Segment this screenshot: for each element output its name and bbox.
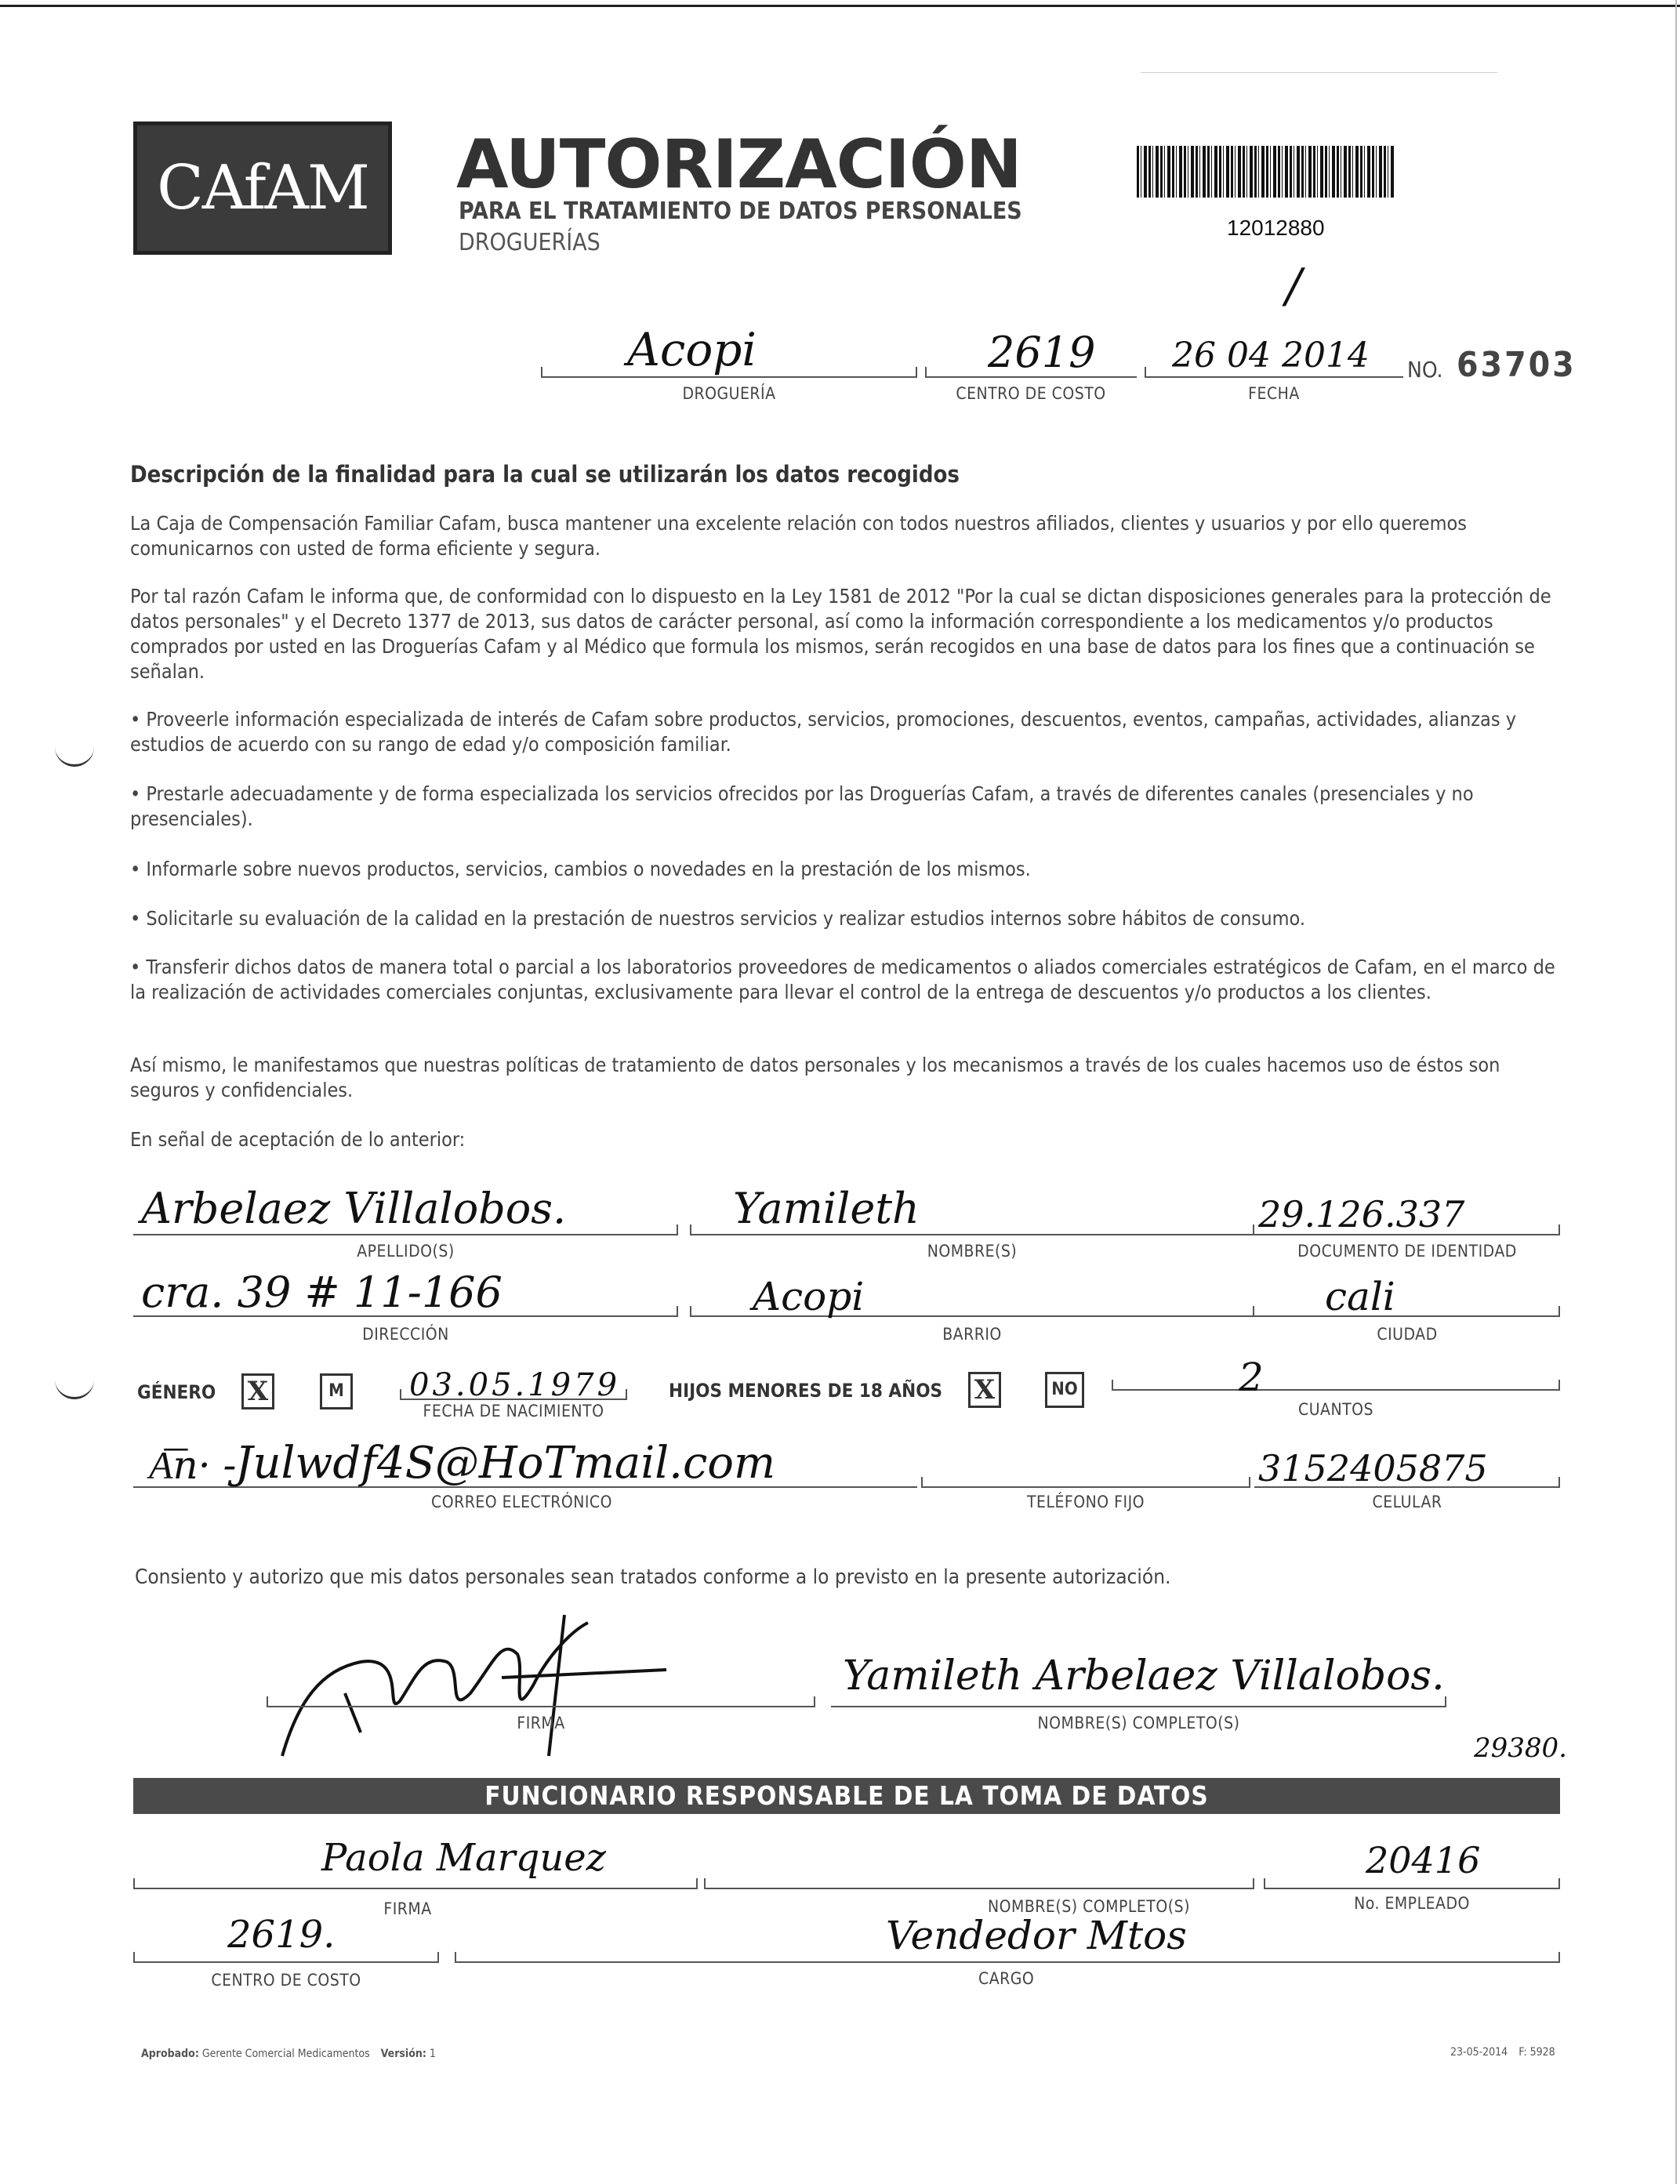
bullet-1: • Proveerle información especializada de interés de Cafam sobre productos, servicios, promociones, descuentos, eventos, campañas, actividades, alianzas y estudios de acuerdo con su rango de edad y/o composición familiar. — [130, 708, 1516, 756]
barcode — [1137, 146, 1395, 198]
client-firma-label: FIRMA — [517, 1714, 565, 1732]
form-subtitle: PARA EL TRATAMIENTO DE DATOS PERSONALES — [459, 198, 1022, 225]
client-nombre-value: Yamileth Arbelaez Villalobos. — [843, 1653, 1445, 1700]
drogueria-value: Acopi — [627, 323, 757, 376]
cuantos-label: CUANTOS — [1298, 1400, 1373, 1419]
footer-codes: 23-05-2014 F: 5928 — [1450, 2046, 1555, 2059]
consent-text: Consiento y autorizo que mis datos personales sean tratados conforme a lo previsto en la presente autorización. — [135, 1565, 1171, 1589]
form-number: 63703 — [1457, 345, 1577, 385]
direccion-value: cra. 39 # 11-166 — [141, 1268, 503, 1317]
scan-edge-top — [0, 5, 1680, 7]
handwritten-mark: / — [1286, 259, 1302, 314]
bullet-5: • Transferir dichos datos de manera total o parcial a los laboratorios proveedores de medicamentos o aliados comerciales estratégicos de Cafam, en el marco de la realización de actividades comerciales conjuntas, exclusivamente para llevar el control de la entrega de descuentos y/o productos a los clientes. — [130, 956, 1555, 1003]
cargo-label: CARGO — [978, 1969, 1035, 1988]
correo-label: CORREO ELECTRÓNICO — [431, 1493, 612, 1511]
form-subtitle-2: DROGUERÍAS — [459, 229, 601, 256]
funcionario-firma-label: FIRMA — [383, 1899, 432, 1918]
genero-m-checkbox[interactable]: M — [320, 1373, 353, 1409]
form-number-label: NO. — [1407, 357, 1443, 383]
empleado-value: 20416 — [1366, 1839, 1481, 1881]
centro-costo-label: CENTRO DE COSTO — [956, 384, 1106, 403]
barcode-number: 12012880 — [1227, 216, 1325, 240]
fecha-value: 26 04 2014 — [1172, 336, 1370, 375]
drogueria-label: DROGUERÍA — [682, 384, 776, 403]
funcionario-firma-value: Paola Marquez — [321, 1836, 606, 1880]
paragraph-acceptance: En señal de aceptación de lo anterior: — [130, 1128, 466, 1151]
fecha-label: FECHA — [1248, 384, 1300, 403]
correo-prefix-scratch: A͞n· - — [149, 1442, 237, 1488]
nombres-value: Yamileth — [733, 1184, 920, 1233]
bullet-4: • Solicitarle su evaluación de la calidad en la prestación de nuestros servicios y realizar estudios internos sobre hábitos de consumo. — [130, 907, 1305, 930]
empleado-label: No. EMPLEADO — [1354, 1894, 1470, 1913]
client-nombre-label: NOMBRE(S) COMPLETO(S) — [1037, 1714, 1240, 1732]
fecha-nacimiento-value: 03.05.1979 — [409, 1367, 621, 1403]
punch-mark — [55, 1373, 94, 1399]
client-signature — [267, 1607, 674, 1772]
apellidos-label: APELLIDO(S) — [357, 1242, 455, 1261]
fecha-nacimiento-label: FECHA DE NACIMIENTO — [423, 1402, 604, 1420]
cargo-value: Vendedor Mtos — [886, 1913, 1187, 1958]
documento-value: 29.126.337 — [1258, 1193, 1465, 1235]
side-note: 29380. — [1474, 1732, 1567, 1764]
telefono-label: TELÉFONO FIJO — [1026, 1493, 1145, 1511]
footer-approval: Aprobado: Gerente Comercial Medicamentos Versión: 1 — [141, 2048, 436, 2060]
genero-f-checkbox[interactable]: X — [241, 1373, 274, 1409]
funcionario-nombre-label: NOMBRE(S) COMPLETO(S) — [988, 1897, 1190, 1916]
barrio-value: Acopi — [753, 1274, 865, 1319]
genero-label: GÉNERO — [137, 1381, 216, 1403]
nombres-label: NOMBRE(S) — [927, 1242, 1018, 1261]
apellidos-value: Arbelaez Villalobos. — [141, 1184, 567, 1233]
correo-value: Julwdf4S@HoTmail.com — [235, 1438, 776, 1489]
celular-label: CELULAR — [1372, 1493, 1442, 1511]
ciudad-label: CIUDAD — [1377, 1325, 1438, 1344]
celular-value: 3152405875 — [1258, 1447, 1488, 1489]
cuantos-value: 2 — [1239, 1355, 1264, 1400]
logo: CAfAM — [133, 122, 392, 255]
section-heading: Descripción de la finalidad para la cual se utilizarán los datos recogidos — [130, 461, 960, 488]
bullet-2: • Prestarle adecuadamente y de forma especializada los servicios ofrecidos por las Droguerías Cafam, a través de diferentes canales (presenciales y no presenciales). — [130, 782, 1474, 830]
documento-label: DOCUMENTO DE IDENTIDAD — [1297, 1242, 1517, 1261]
paragraph-policy: Así mismo, le manifestamos que nuestras políticas de tratamiento de datos personales y los mecanismos a través de los cuales hacemos uso de éstos son seguros y confidenciales. — [130, 1054, 1500, 1101]
top-rule — [1141, 72, 1497, 73]
funcionario-banner: FUNCIONARIO RESPONSABLE DE LA TOMA DE DATOS — [133, 1778, 1560, 1814]
ciudad-value: cali — [1325, 1274, 1395, 1319]
hijos-label: HIJOS MENORES DE 18 AÑOS — [669, 1380, 943, 1402]
paragraph-law: Por tal razón Cafam le informa que, de conformidad con lo dispuesto en la Ley 1581 de 2012 "Por la cual se dictan disposiciones generales para la protección de datos personales" y el Decreto 1377 de 2013, sus datos de carácter personal, así como la información correspondiente a los medicamentos y/o productos comprados por usted en las Droguerías Cafam y al Médico que formula los mismos, serán recogidos en una base de datos para los fines que a continuación se señalan. — [130, 585, 1551, 683]
direccion-label: DIRECCIÓN — [362, 1325, 449, 1344]
centro-costo-value: 2619 — [988, 328, 1096, 377]
paragraph-intro: La Caja de Compensación Familiar Cafam, busca mantener una excelente relación con todos nuestros afiliados, clientes y usuarios y por ello queremos comunicarnos con usted de forma eficiente y segura. — [130, 512, 1468, 560]
punch-mark — [55, 741, 94, 767]
hijos-si-checkbox[interactable]: X — [968, 1372, 1001, 1408]
hijos-no-checkbox[interactable]: NO — [1045, 1372, 1084, 1408]
barrio-label: BARRIO — [942, 1325, 1002, 1344]
form-title: AUTORIZACIÓN — [456, 125, 1021, 204]
scan-edge-right — [1675, 0, 1677, 2184]
funcionario-centro-value: 2619. — [227, 1913, 336, 1957]
funcionario-centro-label: CENTRO DE COSTO — [211, 1971, 361, 1990]
bullet-3: • Informarle sobre nuevos productos, servicios, cambios o novedades en la prestación de los mismos. — [130, 858, 1031, 880]
